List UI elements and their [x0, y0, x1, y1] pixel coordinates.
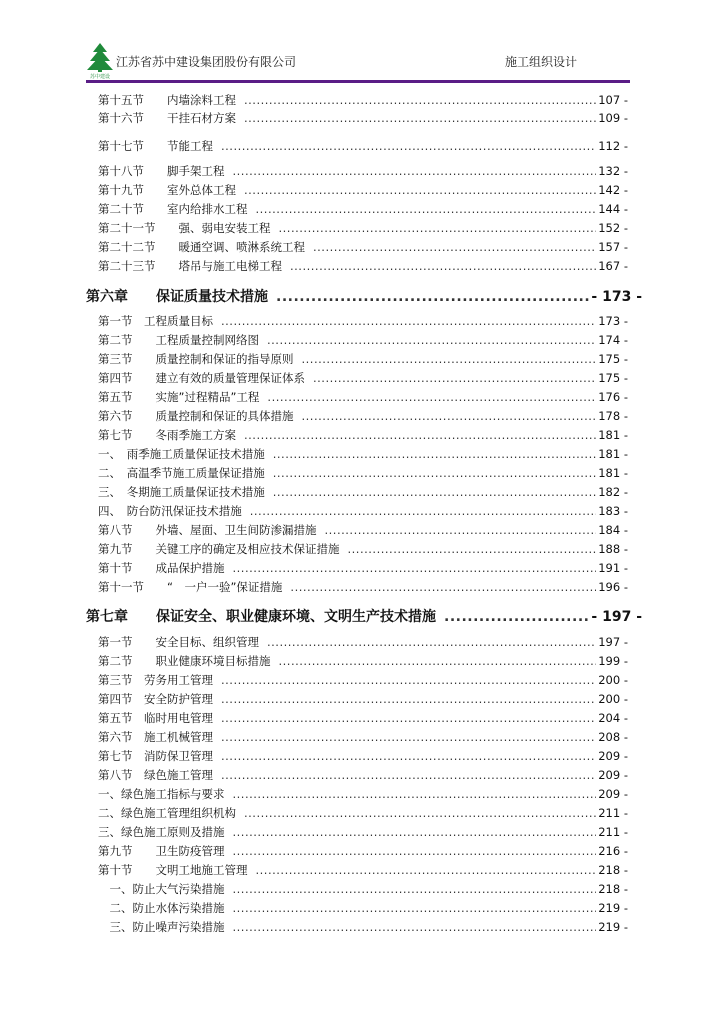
toc-page-number: 152 -	[598, 221, 628, 235]
toc-section-entry[interactable]	[98, 881, 628, 899]
toc-entry-label: 一、防止大气污染措施	[98, 882, 225, 896]
toc-page-number: 218 -	[598, 882, 628, 896]
toc-section-entry[interactable]	[98, 503, 628, 521]
toc-section-entry[interactable]	[98, 843, 628, 861]
toc-leader-dots	[276, 289, 589, 305]
toc-page-number: 178 -	[598, 409, 628, 423]
toc-page-number: 181 -	[598, 466, 628, 480]
toc-leader-dots	[267, 390, 596, 404]
toc-entry-label: 第十六节 干挂石材方案	[98, 111, 236, 125]
toc-leader-dots	[221, 692, 596, 706]
toc-leader-dots	[273, 447, 596, 461]
toc-page-number: 200 -	[598, 692, 628, 706]
toc-page-number: 157 -	[598, 240, 628, 254]
toc-leader-dots	[233, 882, 597, 896]
toc-section-entry[interactable]	[98, 370, 628, 388]
page-header	[86, 40, 630, 84]
toc-leader-dots	[221, 749, 596, 763]
toc-entry-label: 第十七节 节能工程	[98, 139, 213, 153]
toc-leader-dots	[233, 787, 597, 801]
toc-page-number: 176 -	[598, 390, 628, 404]
toc-page-number: 188 -	[598, 542, 628, 556]
toc-entry-label: 二、 高温季节施工质量保证措施	[98, 466, 265, 480]
toc-entry-label: 第六章 保证质量技术措施	[86, 289, 268, 305]
toc-leader-dots	[279, 654, 597, 668]
toc-section-entry[interactable]	[98, 465, 628, 483]
toc-page-number: 109 -	[598, 111, 628, 125]
toc-page-number: 191 -	[598, 561, 628, 575]
toc-page-number: 175 -	[598, 371, 628, 385]
toc-entry-label: 第二节 职业健康环境目标措施	[98, 654, 271, 668]
toc-page-number: 219 -	[598, 901, 628, 915]
toc-leader-dots	[250, 504, 596, 518]
toc-section-entry[interactable]	[98, 805, 628, 823]
header-rule	[86, 80, 630, 83]
toc-leader-dots	[325, 523, 597, 537]
toc-entry-label: 第二十三节 塔吊与施工电梯工程	[98, 259, 282, 273]
toc-leader-dots	[273, 485, 596, 499]
toc-leader-dots	[444, 609, 589, 625]
toc-entry-label: 第十一节 “ 一户一验”保证措施	[98, 580, 283, 594]
company-name: 江苏省苏中建设集团股份有限公司	[116, 55, 297, 69]
toc-leader-dots	[233, 901, 597, 915]
toc-leader-dots	[256, 863, 597, 877]
toc-page-number: 184 -	[598, 523, 628, 537]
toc-entry-label: 第二十二节 暖通空调、喷淋系统工程	[98, 240, 305, 254]
toc-page-number: 182 -	[598, 485, 628, 499]
toc-leader-dots	[348, 542, 597, 556]
toc-leader-dots	[267, 333, 596, 347]
toc-entry-label: 第六节 施工机械管理	[98, 730, 213, 744]
toc-page-number: 208 -	[598, 730, 628, 744]
toc-leader-dots	[313, 240, 596, 254]
toc-entry-label: 四、 防台防汛保证技术措施	[98, 504, 242, 518]
toc-leader-dots	[290, 259, 596, 273]
toc-entry-label: 第二十一节 强、弱电安装工程	[98, 221, 271, 235]
toc-section-entry[interactable]	[98, 182, 628, 200]
toc-section-entry[interactable]	[98, 92, 628, 110]
toc-leader-dots	[233, 164, 597, 178]
toc-leader-dots	[244, 183, 596, 197]
toc-entry-label: 第十五节 内墙涂料工程	[98, 93, 236, 107]
toc-leader-dots	[302, 352, 597, 366]
toc-section-entry[interactable]	[98, 541, 628, 559]
toc-entry-label: 第十节 成品保护措施	[98, 561, 225, 575]
toc-page-number: 183 -	[598, 504, 628, 518]
toc-section-entry[interactable]	[98, 862, 628, 880]
toc-leader-dots	[221, 768, 596, 782]
logo-caption: 苏中建设	[89, 74, 111, 80]
toc-section-entry[interactable]	[98, 484, 628, 502]
toc-leader-dots	[273, 466, 596, 480]
toc-section-entry[interactable]	[98, 634, 628, 652]
toc-leader-dots	[221, 314, 596, 328]
toc-leader-dots	[233, 561, 597, 575]
toc-entry-label: 第二十节 室内给排水工程	[98, 202, 248, 216]
toc-section-entry[interactable]	[98, 522, 628, 540]
toc-leader-dots	[244, 806, 596, 820]
toc-page-number: 181 -	[598, 428, 628, 442]
toc-section-entry[interactable]	[98, 446, 628, 464]
toc-section-entry[interactable]	[98, 163, 628, 181]
toc-section-entry[interactable]	[98, 201, 628, 219]
toc-chapter-entry[interactable]	[86, 286, 642, 308]
toc-section-entry[interactable]	[98, 560, 628, 578]
toc-entry-label: 第十节 文明工地施工管理	[98, 863, 248, 877]
toc-page-number: - 197 -	[591, 609, 642, 625]
toc-entry-label: 第一节 工程质量目标	[98, 314, 213, 328]
toc-entry-label: 二、绿色施工管理组织机构	[98, 806, 236, 820]
toc-page-number: 181 -	[598, 447, 628, 461]
toc-page-number: 216 -	[598, 844, 628, 858]
toc-page-number: 219 -	[598, 920, 628, 934]
toc-entry-label: 第三节 劳务用工管理	[98, 673, 213, 687]
toc-page-number: 144 -	[598, 202, 628, 216]
toc-page-number: 197 -	[598, 635, 628, 649]
toc-section-entry[interactable]	[98, 824, 628, 842]
toc-page-number: 112 -	[598, 139, 628, 153]
toc-section-entry[interactable]	[98, 389, 628, 407]
toc-page-number: 173 -	[598, 314, 628, 328]
toc-section-entry[interactable]	[98, 579, 628, 597]
toc-page-number: 204 -	[598, 711, 628, 725]
toc-entry-label: 第五节 临时用电管理	[98, 711, 213, 725]
toc-section-entry[interactable]	[98, 239, 628, 257]
toc-page-number: 167 -	[598, 259, 628, 273]
toc-page-number: 107 -	[598, 93, 628, 107]
toc-page-number: 209 -	[598, 768, 628, 782]
toc-page-number: 209 -	[598, 749, 628, 763]
toc-section-entry[interactable]	[98, 691, 628, 709]
company-logo-icon	[86, 42, 114, 80]
toc-leader-dots	[221, 673, 596, 687]
toc-page-number: 199 -	[598, 654, 628, 668]
toc-entry-label: 第九节 卫生防疫管理	[98, 844, 225, 858]
toc-entry-label: 第六节 质量控制和保证的具体措施	[98, 409, 294, 423]
toc-page-number: 211 -	[598, 825, 628, 839]
document-title: 施工组织设计	[505, 55, 578, 69]
toc-entry-label: 二、防止水体污染措施	[98, 901, 225, 915]
toc-entry-label: 第十九节 室外总体工程	[98, 183, 236, 197]
toc-section-entry[interactable]	[98, 332, 628, 350]
toc-page-number: 196 -	[598, 580, 628, 594]
toc-section-entry[interactable]	[98, 748, 628, 766]
toc-entry-label: 第五节 实施”过程精品”工程	[98, 390, 260, 404]
toc-leader-dots	[290, 580, 596, 594]
toc-entry-label: 一、 雨季施工质量保证技术措施	[98, 447, 265, 461]
toc-leader-dots	[233, 920, 597, 934]
toc-page-number: 218 -	[598, 863, 628, 877]
toc-entry-label: 第七章 保证安全、职业健康环境、文明生产技术措施	[86, 609, 436, 625]
toc-page-number: - 173 -	[591, 289, 642, 305]
toc-leader-dots	[233, 825, 597, 839]
toc-leader-dots	[256, 202, 597, 216]
toc-section-entry[interactable]	[98, 351, 628, 369]
toc-entry-label: 第七节 消防保卫管理	[98, 749, 213, 763]
toc-entry-label: 第四节 建立有效的质量管理保证体系	[98, 371, 305, 385]
toc-section-entry[interactable]	[98, 138, 628, 156]
toc-section-entry[interactable]	[98, 900, 628, 918]
toc-leader-dots	[233, 844, 597, 858]
toc-page-number: 175 -	[598, 352, 628, 366]
toc-page-number: 209 -	[598, 787, 628, 801]
toc-entry-label: 第二节 工程质量控制网络图	[98, 333, 259, 347]
toc-chapter-entry[interactable]	[86, 606, 642, 628]
toc-entry-label: 第九节 关键工序的确定及相应技术保证措施	[98, 542, 340, 556]
toc-section-entry[interactable]	[98, 767, 628, 785]
toc-leader-dots	[302, 409, 597, 423]
toc-page-number: 200 -	[598, 673, 628, 687]
toc-section-entry[interactable]	[98, 729, 628, 747]
toc-entry-label: 第十八节 脚手架工程	[98, 164, 225, 178]
toc-leader-dots	[244, 93, 596, 107]
toc-leader-dots	[221, 730, 596, 744]
toc-leader-dots	[267, 635, 596, 649]
toc-section-entry[interactable]	[98, 258, 628, 276]
toc-section-entry[interactable]	[98, 653, 628, 671]
toc-leader-dots	[244, 111, 596, 125]
toc-section-entry[interactable]	[98, 220, 628, 238]
toc-page-number: 132 -	[598, 164, 628, 178]
toc-page-number: 211 -	[598, 806, 628, 820]
toc-leader-dots	[313, 371, 596, 385]
toc-section-entry[interactable]	[98, 786, 628, 804]
toc-entry-label: 三、 冬期施工质量保证技术措施	[98, 485, 265, 499]
toc-leader-dots	[221, 139, 596, 153]
toc-section-entry[interactable]	[98, 919, 628, 937]
toc-page-number: 174 -	[598, 333, 628, 347]
toc-entry-label: 第四节 安全防护管理	[98, 692, 213, 706]
toc-entry-label: 第八节 外墙、屋面、卫生间防渗漏措施	[98, 523, 317, 537]
toc-entry-label: 第一节 安全目标、组织管理	[98, 635, 259, 649]
toc-section-entry[interactable]	[98, 710, 628, 728]
toc-leader-dots	[279, 221, 597, 235]
toc-leader-dots	[244, 428, 596, 442]
toc-section-entry[interactable]	[98, 408, 628, 426]
toc-page-number: 142 -	[598, 183, 628, 197]
toc-entry-label: 一、绿色施工指标与要求	[98, 787, 225, 801]
toc-section-entry[interactable]	[98, 110, 628, 128]
toc-entry-label: 三、防止噪声污染措施	[98, 920, 225, 934]
toc-entry-label: 三、绿色施工原则及措施	[98, 825, 225, 839]
toc-entry-label: 第三节 质量控制和保证的指导原则	[98, 352, 294, 366]
toc-leader-dots	[221, 711, 596, 725]
toc-entry-label: 第八节 绿色施工管理	[98, 768, 213, 782]
toc-entry-label: 第七节 冬雨季施工方案	[98, 428, 236, 442]
toc-section-entry[interactable]	[98, 313, 628, 331]
toc-section-entry[interactable]	[98, 672, 628, 690]
toc-section-entry[interactable]	[98, 427, 628, 445]
